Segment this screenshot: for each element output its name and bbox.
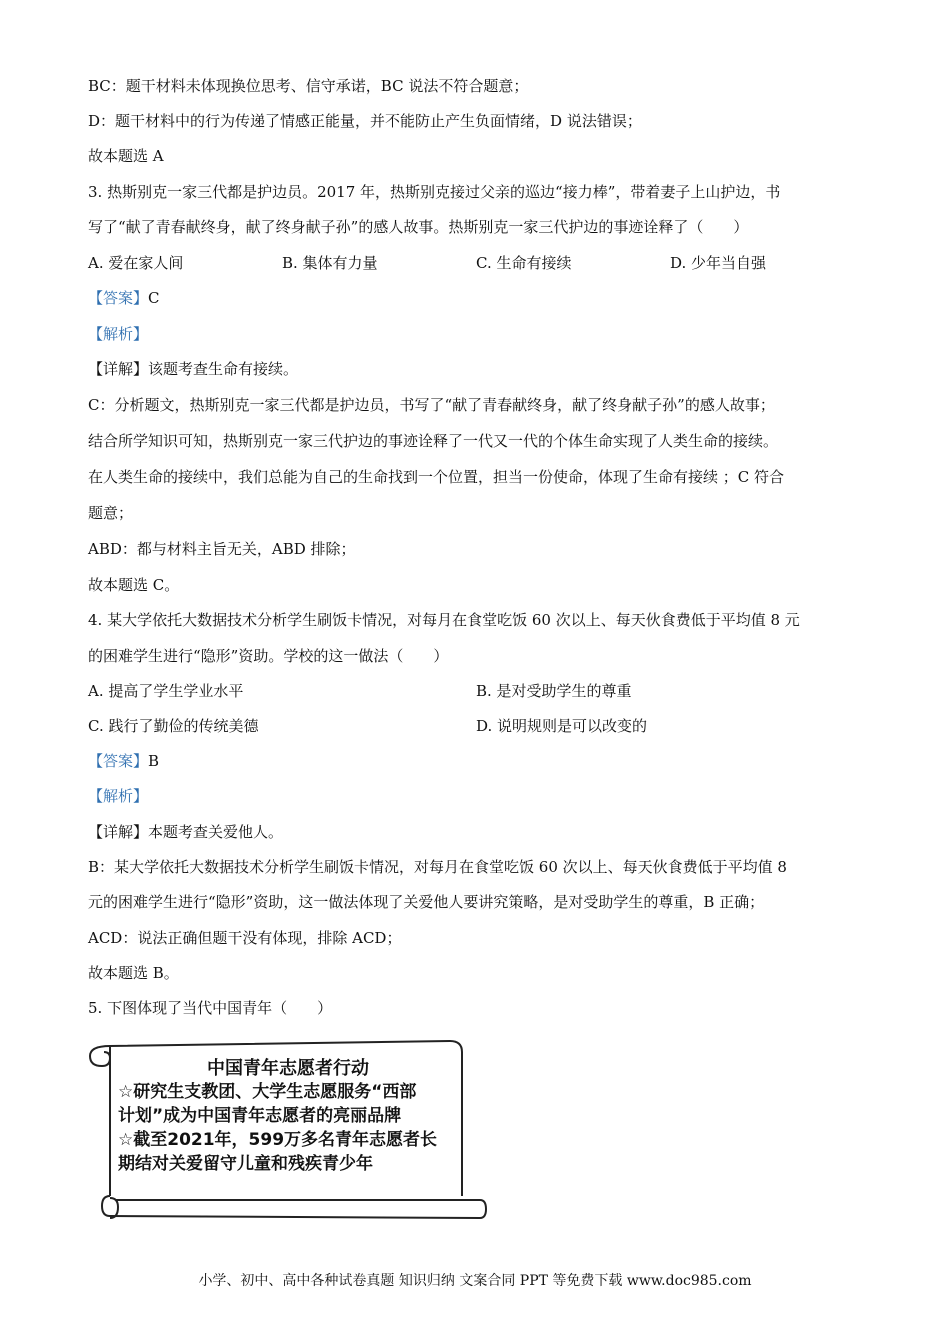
option-d: D. 说明规则是可以改变的 <box>476 717 648 735</box>
question-4-stem: 4. 某大学依托大数据技术分析学生刷饭卡情况，对每月在食堂吃饭 60 次以上、每天伙食费低于平均值 8 元 <box>88 611 800 629</box>
text-line: D：题干材料中的行为传递了情感正能量，并不能防止产生负面情绪，D 说法错误； <box>88 112 642 130</box>
text-line: 故本题选 B。 <box>88 964 179 982</box>
scroll-line: ☆研究生支教团、大学生志愿服务“西部 <box>118 1082 417 1102</box>
answer-value: C <box>148 289 160 307</box>
answer-line <box>88 287 160 309</box>
text-line: B：某大学依托大数据技术分析学生刷饭卡情况，对每月在食堂吃饭 60 次以上、每天伙食费低于平均值 8 <box>88 858 787 876</box>
text-line: ABD：都与材料主旨无关，ABD 排除； <box>88 540 356 558</box>
text-line: 在人类生命的接续中，我们总能为自己的生命找到一个位置，担当一份使命，体现了生命有接续 ；C 符合 <box>88 468 785 486</box>
question-5-stem: 5. 下图体现了当代中国青年（ ） <box>88 999 333 1017</box>
text-line: 【详解】该题考查生命有接续。 <box>88 360 299 378</box>
text-line: 故本题选 C。 <box>88 576 180 594</box>
text-line: 【详解】本题考查关爱他人。 <box>88 823 284 841</box>
text-line: ACD：说法正确但题干没有体现，排除 ACD； <box>88 929 402 947</box>
option-c: C. 生命有接续 <box>476 254 572 272</box>
scroll-line: 计划”成为中国青年志愿者的亮丽品牌 <box>118 1106 402 1126</box>
option-a: A. 爱在家人间 <box>88 254 184 272</box>
text-line: C：分析题文，热斯别克一家三代都是护边员，书写了“献了青春献终身，献了终身献子孙”的感人故事； <box>88 396 775 414</box>
text-line: 元的困难学生进行“隐形”资助，这一做法体现了关爱他人要讲究策略，是对受助学生的尊重，B 正确； <box>88 893 765 911</box>
option-b: B. 是对受助学生的尊重 <box>476 682 632 700</box>
scroll-title: 中国青年志愿者行动 <box>207 1058 369 1079</box>
text-line: 故本题选 A <box>88 147 164 165</box>
question-4-stem: 的困难学生进行“隐形”资助。学校的这一做法（ ） <box>88 647 449 665</box>
option-a: A. 提高了学生学业水平 <box>88 682 244 700</box>
scroll-line: ☆截至2021年，599万多名青年志愿者长 <box>118 1130 438 1150</box>
answer-value: B <box>148 752 160 770</box>
answer-tag: 【答案】 <box>88 752 149 770</box>
analysis-tag: 【解析】 <box>88 325 149 343</box>
text-line: 题意； <box>88 504 134 522</box>
question-3-stem: 写了“献了青春献终身，献了终身献子孙”的感人故事。热斯别克一家三代护边的事迹诠释了（ ） <box>88 218 749 236</box>
question-3-stem: 3. 热斯别克一家三代都是护边员。2017 年，热斯别克接过父亲的巡边“接力棒”，带着妻子上山护边，书 <box>88 183 781 201</box>
option-c: C. 践行了勤俭的传统美德 <box>88 717 259 735</box>
analysis-tag: 【解析】 <box>88 787 149 805</box>
option-b: B. 集体有力量 <box>282 254 378 272</box>
option-d: D. 少年当自强 <box>670 254 767 272</box>
answer-line <box>88 750 159 772</box>
page-footer: 小学、初中、高中各种试卷真题 知识归纳 文案合同 PPT 等免费下载 www.doc985.com <box>198 1273 752 1289</box>
text-line: BC：题干材料未体现换位思考、信守承诺，BC 说法不符合题意； <box>88 77 529 95</box>
text-line: 结合所学知识可知，热斯别克一家三代护边的事迹诠释了一代又一代的个体生命实现了人类生命的接续。 <box>88 432 779 450</box>
answer-tag: 【答案】 <box>88 289 149 307</box>
scroll-line: 期结对关爱留守儿童和残疾青少年 <box>118 1154 373 1174</box>
